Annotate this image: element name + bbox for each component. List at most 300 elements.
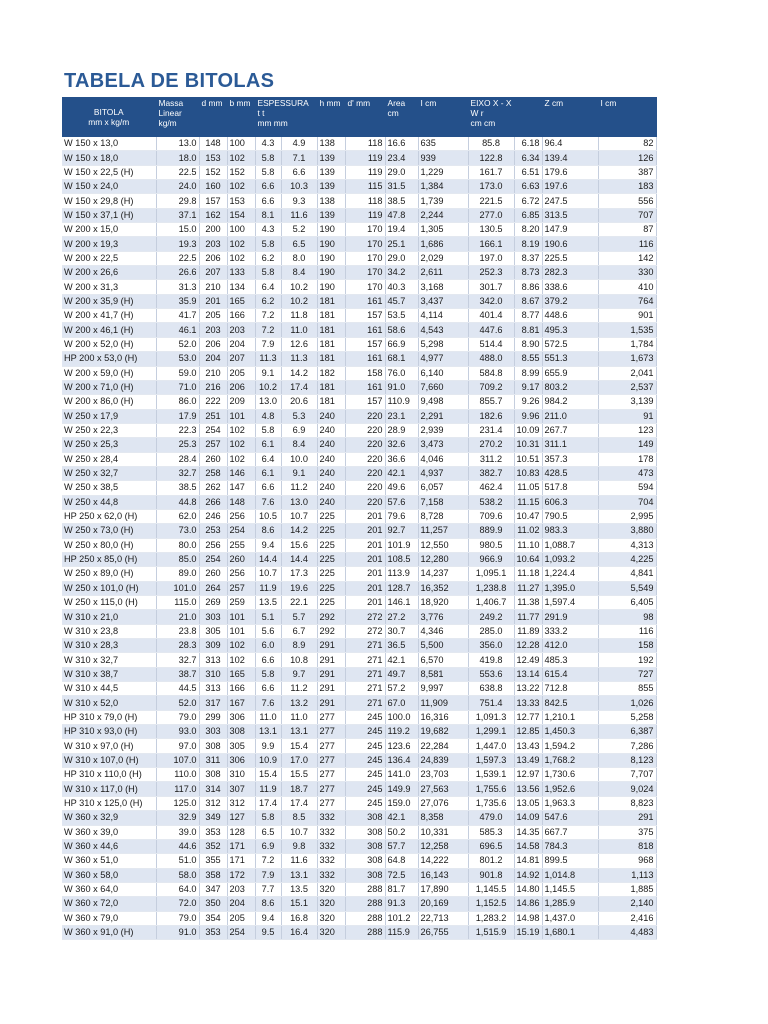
table-row bbox=[62, 495, 656, 509]
table-cell: 206 bbox=[227, 380, 255, 394]
table-row bbox=[62, 466, 656, 480]
table-cell: 7,660 bbox=[418, 380, 468, 394]
table-cell: 291 bbox=[317, 682, 345, 696]
table-cell: 92.7 bbox=[385, 524, 418, 538]
table-cell: 6.2 bbox=[255, 294, 281, 308]
table-cell: 102 bbox=[227, 151, 255, 165]
table-cell: 166.1 bbox=[468, 237, 514, 251]
table-cell: 6,387 bbox=[598, 725, 656, 739]
table-cell: 41.7 bbox=[156, 309, 199, 323]
table-cell: 138 bbox=[317, 194, 345, 208]
table-cell: 11.77 bbox=[514, 610, 542, 624]
table-cell: 12,258 bbox=[418, 839, 468, 853]
table-cell: 6.51 bbox=[514, 165, 542, 179]
table-cell: 5.2 bbox=[281, 223, 317, 237]
table-cell: W 250 x 25,3 bbox=[62, 438, 156, 452]
table-cell: 357.3 bbox=[542, 452, 598, 466]
table-cell: 10.2 bbox=[255, 380, 281, 394]
table-cell: 277 bbox=[317, 739, 345, 753]
table-cell: 314 bbox=[199, 782, 227, 796]
table-cell: 10.2 bbox=[281, 294, 317, 308]
table-cell: 13.49 bbox=[514, 753, 542, 767]
table-cell: 6.72 bbox=[514, 194, 542, 208]
table-cell: 182 bbox=[317, 366, 345, 380]
table-cell: 968 bbox=[598, 854, 656, 868]
table-cell: 7.9 bbox=[255, 337, 281, 351]
table-cell: 254 bbox=[227, 524, 255, 538]
table-cell: 18.0 bbox=[156, 151, 199, 165]
table-row bbox=[62, 753, 656, 767]
table-cell: 59.0 bbox=[156, 366, 199, 380]
table-cell: 23,703 bbox=[418, 768, 468, 782]
table-cell: 12.49 bbox=[514, 653, 542, 667]
table-cell: 277 bbox=[317, 768, 345, 782]
table-cell: 10.9 bbox=[255, 753, 281, 767]
table-cell: 100.0 bbox=[385, 710, 418, 724]
table-cell: 47.8 bbox=[385, 208, 418, 222]
table-row bbox=[62, 552, 656, 566]
table-cell: 696.5 bbox=[468, 839, 514, 853]
table-cell: 10,331 bbox=[418, 825, 468, 839]
table-cell: 262 bbox=[199, 481, 227, 495]
table-cell: 40.3 bbox=[385, 280, 418, 294]
table-cell: 17.4 bbox=[281, 796, 317, 810]
table-cell: 291 bbox=[317, 653, 345, 667]
table-cell: 12,550 bbox=[418, 538, 468, 552]
table-cell: 10.2 bbox=[281, 280, 317, 294]
table-cell: 11.9 bbox=[255, 782, 281, 796]
table-cell: 14.2 bbox=[281, 366, 317, 380]
table-cell: 165 bbox=[227, 667, 255, 681]
table-row bbox=[62, 897, 656, 911]
table-cell: 128 bbox=[227, 825, 255, 839]
table-cell: 1,515.9 bbox=[468, 925, 514, 939]
table-cell: 271 bbox=[345, 696, 385, 710]
table-cell: W 310 x 28,3 bbox=[62, 639, 156, 653]
table-cell: 308 bbox=[345, 854, 385, 868]
table-cell: 225 bbox=[317, 509, 345, 523]
table-cell: 15.6 bbox=[281, 538, 317, 552]
col-header-ix: I cm bbox=[418, 97, 468, 137]
table-cell: 584.8 bbox=[468, 366, 514, 380]
table-cell: 704 bbox=[598, 495, 656, 509]
table-row bbox=[62, 337, 656, 351]
table-cell: 271 bbox=[345, 653, 385, 667]
table-cell: W 200 x 71,0 (H) bbox=[62, 380, 156, 394]
table-cell: 269 bbox=[199, 596, 227, 610]
table-cell: 13.0 bbox=[281, 495, 317, 509]
table-cell: 751.4 bbox=[468, 696, 514, 710]
table-cell: HP 310 x 79,0 (H) bbox=[62, 710, 156, 724]
table-cell: 984.2 bbox=[542, 395, 598, 409]
table-row bbox=[62, 882, 656, 896]
table-cell: 1,285.9 bbox=[542, 897, 598, 911]
table-cell: 157 bbox=[345, 337, 385, 351]
table-cell: 50.2 bbox=[385, 825, 418, 839]
table-cell: 80.0 bbox=[156, 538, 199, 552]
table-cell: 42.1 bbox=[385, 811, 418, 825]
table-cell: 102 bbox=[227, 438, 255, 452]
table-cell: 1,768.2 bbox=[542, 753, 598, 767]
table-cell: 615.4 bbox=[542, 667, 598, 681]
table-cell: 31.3 bbox=[156, 280, 199, 294]
table-cell: 14,237 bbox=[418, 567, 468, 581]
table-row bbox=[62, 768, 656, 782]
table-cell: 667.7 bbox=[542, 825, 598, 839]
table-cell: 8.99 bbox=[514, 366, 542, 380]
table-cell: W 360 x 72,0 bbox=[62, 897, 156, 911]
table-cell: 28.3 bbox=[156, 639, 199, 653]
table-cell: 2,140 bbox=[598, 897, 656, 911]
table-cell: 17.3 bbox=[281, 567, 317, 581]
table-cell: 11.15 bbox=[514, 495, 542, 509]
table-cell: 44.5 bbox=[156, 682, 199, 696]
table-cell: W 310 x 23,8 bbox=[62, 624, 156, 638]
table-cell: 58.6 bbox=[385, 323, 418, 337]
table-cell: 36.5 bbox=[385, 639, 418, 653]
table-cell: 8.4 bbox=[281, 438, 317, 452]
table-cell: W 310 x 44,5 bbox=[62, 682, 156, 696]
table-cell: 9.96 bbox=[514, 409, 542, 423]
table-cell: 332 bbox=[317, 825, 345, 839]
table-cell: 899.5 bbox=[542, 854, 598, 868]
table-cell: 8.0 bbox=[281, 251, 317, 265]
table-cell: 97.0 bbox=[156, 739, 199, 753]
table-cell: 101 bbox=[227, 610, 255, 624]
table-cell: 1,406.7 bbox=[468, 596, 514, 610]
table-cell: 308 bbox=[345, 825, 385, 839]
table-row bbox=[62, 366, 656, 380]
table-cell: 13.1 bbox=[255, 725, 281, 739]
table-cell: 1,735.6 bbox=[468, 796, 514, 810]
table-cell: 3,776 bbox=[418, 610, 468, 624]
table-cell: 249.2 bbox=[468, 610, 514, 624]
table-cell: 1,210.1 bbox=[542, 710, 598, 724]
table-cell: W 150 x 13,0 bbox=[62, 137, 156, 151]
table-cell: 8.73 bbox=[514, 266, 542, 280]
table-cell: 260 bbox=[199, 567, 227, 581]
table-cell: 13.5 bbox=[255, 596, 281, 610]
table-cell: 11.27 bbox=[514, 581, 542, 595]
table-cell: 86.0 bbox=[156, 395, 199, 409]
table-cell: 18,920 bbox=[418, 596, 468, 610]
table-cell: W 250 x 44,8 bbox=[62, 495, 156, 509]
table-cell: 23.4 bbox=[385, 151, 418, 165]
table-cell: 5.8 bbox=[255, 423, 281, 437]
table-cell: 220 bbox=[345, 423, 385, 437]
table-cell: 5.8 bbox=[255, 165, 281, 179]
table-cell: 139 bbox=[317, 180, 345, 194]
table-cell: 181 bbox=[317, 323, 345, 337]
table-cell: 358 bbox=[199, 868, 227, 882]
table-cell: 277.0 bbox=[468, 208, 514, 222]
table-cell: 5.8 bbox=[255, 811, 281, 825]
table-cell: 8.9 bbox=[281, 639, 317, 653]
table-cell: 240 bbox=[317, 466, 345, 480]
table-cell: 6.5 bbox=[255, 825, 281, 839]
table-cell: 225 bbox=[317, 581, 345, 595]
table-cell: 122.8 bbox=[468, 151, 514, 165]
table-cell: 7.2 bbox=[255, 309, 281, 323]
table-cell: 201 bbox=[345, 567, 385, 581]
table-row bbox=[62, 667, 656, 681]
table-cell: 14.4 bbox=[281, 552, 317, 566]
table-cell: 42.1 bbox=[385, 466, 418, 480]
table-cell: 36.6 bbox=[385, 452, 418, 466]
table-cell: 171 bbox=[227, 854, 255, 868]
table-cell: 387 bbox=[598, 165, 656, 179]
table-cell: 190 bbox=[317, 266, 345, 280]
table-cell: W 150 x 18,0 bbox=[62, 151, 156, 165]
table-cell: 18.7 bbox=[281, 782, 317, 796]
table-cell: 210 bbox=[199, 366, 227, 380]
col-header-area: Area cm bbox=[385, 97, 418, 137]
table-cell: 1,739 bbox=[418, 194, 468, 208]
table-cell: 17.4 bbox=[255, 796, 281, 810]
table-cell: 6.85 bbox=[514, 208, 542, 222]
table-cell: 181 bbox=[317, 352, 345, 366]
table-cell: 13.56 bbox=[514, 782, 542, 796]
table-cell: 291 bbox=[317, 667, 345, 681]
table-cell: 245 bbox=[345, 725, 385, 739]
table-cell: 181 bbox=[317, 395, 345, 409]
table-cell: 166 bbox=[227, 309, 255, 323]
table-cell: 7,707 bbox=[598, 768, 656, 782]
table-cell: 126 bbox=[598, 151, 656, 165]
table-cell: 4,114 bbox=[418, 309, 468, 323]
table-cell: 8,123 bbox=[598, 753, 656, 767]
table-cell: 159.0 bbox=[385, 796, 418, 810]
table-cell: 320 bbox=[317, 911, 345, 925]
table-cell: W 200 x 59,0 (H) bbox=[62, 366, 156, 380]
table-cell: 254 bbox=[199, 423, 227, 437]
table-cell: 1,437.0 bbox=[542, 911, 598, 925]
table-cell: 272 bbox=[345, 624, 385, 638]
table-cell: 102 bbox=[227, 639, 255, 653]
table-cell: W 200 x 19,3 bbox=[62, 237, 156, 251]
table-cell: 245 bbox=[345, 782, 385, 796]
table-cell: 107.0 bbox=[156, 753, 199, 767]
table-cell: 225 bbox=[317, 538, 345, 552]
table-row bbox=[62, 309, 656, 323]
table-cell: 7.1 bbox=[281, 151, 317, 165]
table-cell: 6.6 bbox=[255, 481, 281, 495]
table-cell: 35.9 bbox=[156, 294, 199, 308]
table-cell: 514.4 bbox=[468, 337, 514, 351]
table-row bbox=[62, 596, 656, 610]
table-cell: 271 bbox=[345, 639, 385, 653]
table-cell: 170 bbox=[345, 223, 385, 237]
table-cell: 21.0 bbox=[156, 610, 199, 624]
table-cell: 4.3 bbox=[255, 223, 281, 237]
table-cell: 2,995 bbox=[598, 509, 656, 523]
table-cell: 16,143 bbox=[418, 868, 468, 882]
table-cell: W 360 x 39,0 bbox=[62, 825, 156, 839]
table-cell: 205 bbox=[227, 366, 255, 380]
table-cell: 240 bbox=[317, 438, 345, 452]
table-cell: 317 bbox=[199, 696, 227, 710]
table-cell: 966.9 bbox=[468, 552, 514, 566]
table-cell: 13.0 bbox=[156, 137, 199, 151]
table-cell: 11.0 bbox=[281, 710, 317, 724]
table-cell: W 310 x 52,0 bbox=[62, 696, 156, 710]
col-header-iy: I cm bbox=[598, 97, 656, 137]
table-cell: 277 bbox=[317, 753, 345, 767]
table-cell: 2,611 bbox=[418, 266, 468, 280]
table-cell: 303 bbox=[199, 725, 227, 739]
table-cell: 479.0 bbox=[468, 811, 514, 825]
table-cell: 22.5 bbox=[156, 165, 199, 179]
table-cell: 171 bbox=[227, 839, 255, 853]
table-cell: 57.2 bbox=[385, 682, 418, 696]
table-cell: 20,169 bbox=[418, 897, 468, 911]
table-cell: 260 bbox=[199, 452, 227, 466]
table-cell: 205 bbox=[227, 911, 255, 925]
table-cell: 13.05 bbox=[514, 796, 542, 810]
table-cell: 8.1 bbox=[255, 208, 281, 222]
table-cell: 1,088.7 bbox=[542, 538, 598, 552]
table-cell: 225 bbox=[317, 596, 345, 610]
table-cell: 17.0 bbox=[281, 753, 317, 767]
table-row bbox=[62, 739, 656, 753]
table-cell: 6,140 bbox=[418, 366, 468, 380]
table-cell: 190.6 bbox=[542, 237, 598, 251]
table-row bbox=[62, 280, 656, 294]
table-cell: 15.19 bbox=[514, 925, 542, 939]
table-cell: 210 bbox=[199, 280, 227, 294]
table-cell: 5.8 bbox=[255, 151, 281, 165]
table-cell: 5,298 bbox=[418, 337, 468, 351]
table-cell: 764 bbox=[598, 294, 656, 308]
table-cell: 147.9 bbox=[542, 223, 598, 237]
table-cell: 288 bbox=[345, 897, 385, 911]
table-cell: W 150 x 37,1 (H) bbox=[62, 208, 156, 222]
table-cell: 179.6 bbox=[542, 165, 598, 179]
table-cell: 22.3 bbox=[156, 423, 199, 437]
table-cell: 32.6 bbox=[385, 438, 418, 452]
table-cell: 64.8 bbox=[385, 854, 418, 868]
table-cell: 288 bbox=[345, 882, 385, 896]
table-cell: 149.9 bbox=[385, 782, 418, 796]
table-cell: 901 bbox=[598, 309, 656, 323]
table-cell: 4,313 bbox=[598, 538, 656, 552]
table-cell: 428.5 bbox=[542, 466, 598, 480]
table-cell: 93.0 bbox=[156, 725, 199, 739]
table-cell: 16.4 bbox=[281, 925, 317, 939]
table-cell: 24.0 bbox=[156, 180, 199, 194]
table-cell: 257 bbox=[227, 581, 255, 595]
table-cell: 727 bbox=[598, 667, 656, 681]
col-header-espessura: ESPESSURA t t mm mm bbox=[255, 97, 317, 137]
table-row bbox=[62, 180, 656, 194]
table-cell: 85.8 bbox=[468, 137, 514, 151]
table-cell: W 200 x 26,6 bbox=[62, 266, 156, 280]
table-cell: 220 bbox=[345, 466, 385, 480]
table-cell: 448.6 bbox=[542, 309, 598, 323]
table-cell: 11.2 bbox=[281, 481, 317, 495]
table-cell: 38.5 bbox=[385, 194, 418, 208]
table-cell: 64.0 bbox=[156, 882, 199, 896]
table-cell: 158 bbox=[598, 639, 656, 653]
table-cell: 320 bbox=[317, 882, 345, 896]
table-cell: 31.5 bbox=[385, 180, 418, 194]
table-row bbox=[62, 438, 656, 452]
table-row bbox=[62, 323, 656, 337]
table-row bbox=[62, 395, 656, 409]
table-cell: 110.9 bbox=[385, 395, 418, 409]
table-cell: 15.4 bbox=[281, 739, 317, 753]
table-cell: W 250 x 80,0 (H) bbox=[62, 538, 156, 552]
table-cell: 19.3 bbox=[156, 237, 199, 251]
table-cell: 332 bbox=[317, 854, 345, 868]
table-cell: 11.10 bbox=[514, 538, 542, 552]
table-row bbox=[62, 825, 656, 839]
table-cell: 9.1 bbox=[281, 466, 317, 480]
table-cell: 11.05 bbox=[514, 481, 542, 495]
table-cell: W 360 x 91,0 (H) bbox=[62, 925, 156, 939]
table-cell: 201 bbox=[345, 509, 385, 523]
table-cell: 308 bbox=[345, 868, 385, 882]
table-cell: 240 bbox=[317, 423, 345, 437]
table-cell: 87 bbox=[598, 223, 656, 237]
table-cell: 102 bbox=[227, 237, 255, 251]
table-row bbox=[62, 725, 656, 739]
table-cell: 13.2 bbox=[281, 696, 317, 710]
table-cell: 29.0 bbox=[385, 165, 418, 179]
table-cell: 7.6 bbox=[255, 696, 281, 710]
table-cell: 113.9 bbox=[385, 567, 418, 581]
table-cell: 1,539.1 bbox=[468, 768, 514, 782]
table-cell: 11.18 bbox=[514, 567, 542, 581]
table-row bbox=[62, 854, 656, 868]
table-cell: 311.1 bbox=[542, 438, 598, 452]
table-cell: 6.0 bbox=[255, 639, 281, 653]
table-cell: 152 bbox=[199, 165, 227, 179]
table-cell: 8.19 bbox=[514, 237, 542, 251]
table-cell: 1,145.5 bbox=[542, 882, 598, 896]
table-cell: 23.8 bbox=[156, 624, 199, 638]
table-cell: 313 bbox=[199, 653, 227, 667]
table-cell: 201 bbox=[345, 538, 385, 552]
table-cell: 285.0 bbox=[468, 624, 514, 638]
table-row bbox=[62, 682, 656, 696]
table-cell: 11.3 bbox=[281, 352, 317, 366]
table-cell: 572.5 bbox=[542, 337, 598, 351]
table-cell: 138 bbox=[317, 137, 345, 151]
table-cell: 206 bbox=[199, 337, 227, 351]
table-cell: 5.1 bbox=[255, 610, 281, 624]
table-cell: 5,500 bbox=[418, 639, 468, 653]
table-cell: 379.2 bbox=[542, 294, 598, 308]
table-cell: 4,346 bbox=[418, 624, 468, 638]
table-cell: 4,225 bbox=[598, 552, 656, 566]
table-cell: 119 bbox=[345, 151, 385, 165]
table-cell: 37.1 bbox=[156, 208, 199, 222]
table-row bbox=[62, 868, 656, 882]
table-cell: HP 310 x 125,0 (H) bbox=[62, 796, 156, 810]
table-cell: 5,549 bbox=[598, 581, 656, 595]
table-cell: 34.2 bbox=[385, 266, 418, 280]
table-cell: 220 bbox=[345, 481, 385, 495]
table-cell: 102 bbox=[227, 653, 255, 667]
table-cell: 4.3 bbox=[255, 137, 281, 151]
table-cell: 308 bbox=[345, 839, 385, 853]
table-cell: 9.17 bbox=[514, 380, 542, 394]
table-cell: 116 bbox=[598, 624, 656, 638]
table-cell: 419.8 bbox=[468, 653, 514, 667]
table-cell: 320 bbox=[317, 897, 345, 911]
table-cell: 225 bbox=[317, 567, 345, 581]
